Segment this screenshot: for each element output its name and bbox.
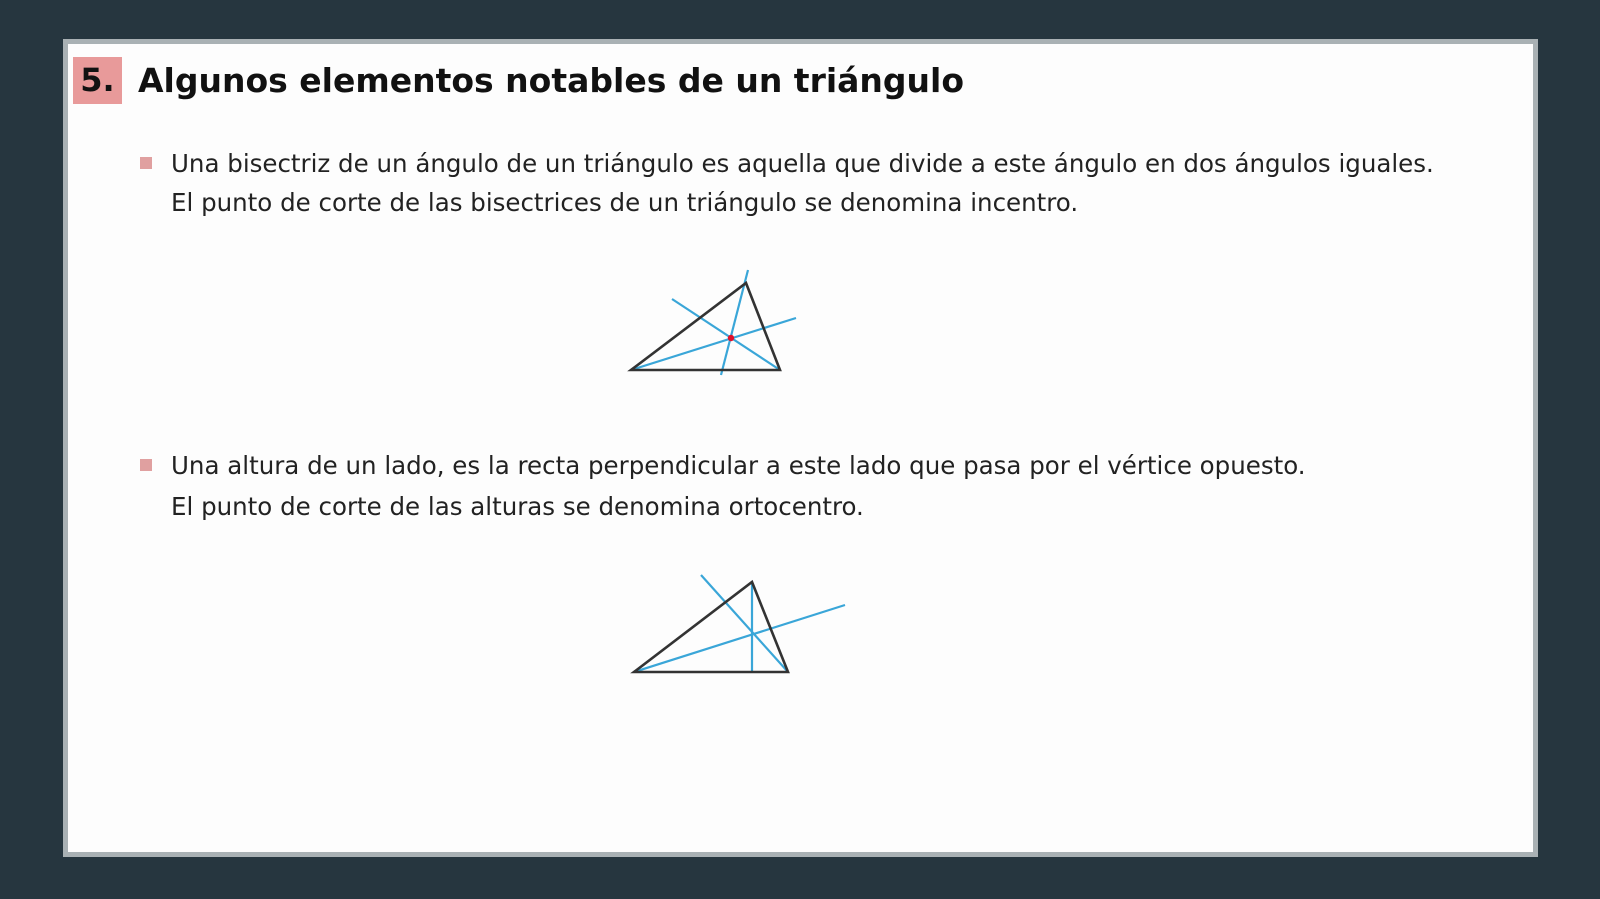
section-number: 5.: [73, 57, 122, 104]
altitude-a: [634, 605, 845, 672]
orthocenter-diagram: [634, 575, 845, 672]
triangle: [634, 582, 788, 672]
bullet-1-line-2: El punto de corte de las bisectrices de un triángulo se denomina incentro.: [171, 188, 1079, 217]
incenter-point: [728, 335, 734, 341]
incenter-diagram: [631, 270, 796, 375]
altitude-b: [701, 575, 788, 672]
triangle: [631, 283, 780, 370]
bullet-2-line-2: El punto de corte de las alturas se denomina ortocentro.: [171, 492, 864, 521]
bullet-1-line-1: Una bisectriz de un ángulo de un triángulo es aquella que divide a este ángulo en dos ángulos iguales.: [171, 149, 1434, 178]
bullet-2-line-1: Una altura de un lado, es la recta perpendicular a este lado que pasa por el vértice opuesto.: [171, 451, 1306, 480]
slide-title: Algunos elementos notables de un triángulo: [138, 61, 965, 100]
